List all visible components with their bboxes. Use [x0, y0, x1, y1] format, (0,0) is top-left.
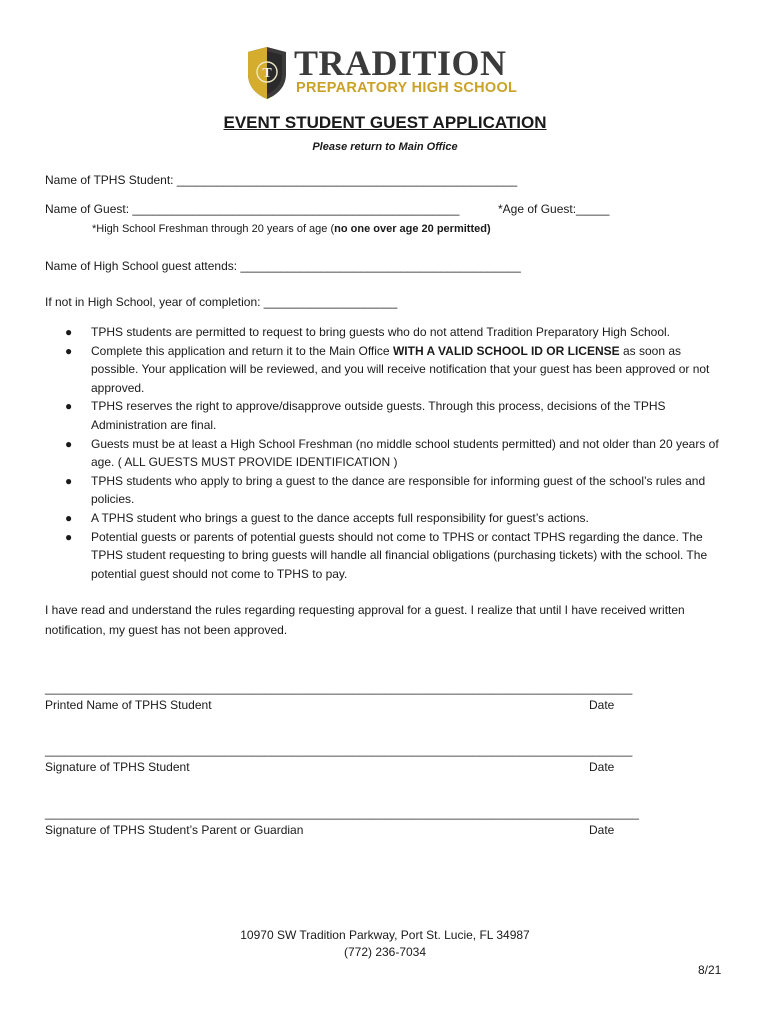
emblem-letter: T: [262, 66, 272, 81]
guest-name-field[interactable]: Name of Guest: _________________________________________________: [45, 202, 460, 216]
bullet-icon: ●: [65, 529, 73, 544]
shield-emblem-icon: [246, 46, 288, 100]
parent-signature-date-label: Date: [589, 823, 615, 837]
footer-address: 10970 SW Tradition Parkway, Port St. Lucie, FL 34987: [240, 928, 530, 942]
student-name-field[interactable]: Name of TPHS Student: ___________________________________________________: [45, 173, 518, 187]
printed-name-label: Printed Name of TPHS Student: [45, 698, 212, 712]
age-note: [92, 222, 491, 237]
form-version: 8/21: [698, 963, 722, 977]
bullet-icon: ●: [65, 325, 73, 339]
list-item: ● Complete this application and return it to the Main Office WITH A VALID SCHOOL ID OR LICENSE as soon as possible. Your application will be reviewed, and you will receive notification that your guest has been approved or not approved.: [65, 343, 710, 395]
guest-age-field[interactable]: *Age of Guest:_____: [498, 202, 610, 216]
acknowledgement-text: I have read and understand the rules regarding requesting approval for a guest. I realize that until I have received written notification, my guest has not been approved.: [45, 603, 685, 637]
list-item: ● TPHS students who apply to bring a guest to the dance are responsible for informing guest of the school’s rules and policies.: [65, 473, 706, 507]
printed-name-date-label: Date: [589, 698, 615, 712]
student-signature-date-label: Date: [589, 760, 615, 774]
list-item: ● TPHS reserves the right to approve/disapprove outside guests. Through this process, decisions of the TPHS Administration are final.: [65, 399, 666, 432]
form-subtitle: Please return to Main Office: [312, 141, 458, 153]
bullet-icon: ●: [65, 399, 73, 414]
printed-name-line[interactable]: ________________________________________________________________________________________: [45, 681, 633, 695]
rules-list: [65, 323, 725, 583]
parent-signature-label: Signature of TPHS Student’s Parent or Guardian: [45, 823, 304, 837]
list-item: ● TPHS students are permitted to request to bring guests who do not attend Tradition Preparatory High School.: [65, 323, 725, 342]
logo-title: TRADITION: [294, 43, 507, 83]
guest-school-field[interactable]: Name of High School guest attends: __________________________________________: [45, 259, 521, 273]
form-title: EVENT STUDENT GUEST APPLICATION: [223, 113, 547, 132]
footer-phone: (772) 236-7034: [343, 945, 427, 959]
list-item: ● Potential guests or parents of potential guests should not come to TPHS or contact TPHS regarding the dance. The TPHS student requesting to bring guests will handle all financial obligations (purchasing tickets) with the school. The potential guest should not come to TPHS to pay.: [65, 529, 708, 581]
age-note-bold: no one over age 20 permitted): [334, 223, 491, 235]
parent-signature-line[interactable]: _________________________________________________________________________________________: [45, 806, 639, 820]
student-signature-label: Signature of TPHS Student: [45, 760, 190, 774]
bullet-icon: ●: [65, 510, 73, 525]
bullet-icon: ●: [65, 343, 73, 358]
age-note-text: *High School Freshman through 20 years of age (: [92, 223, 335, 235]
list-item: ● Guests must be at least a High School Freshman (no middle school students permitted) and not older than 20 years of age. ( ALL GUESTS MUST PROVIDE IDENTIFICATION ): [65, 436, 719, 470]
completion-year-field[interactable]: If not in High School, year of completion: ____________________: [45, 295, 398, 309]
student-signature-line[interactable]: ________________________________________________________________________________________: [45, 743, 633, 757]
bullet-icon: ●: [65, 473, 73, 488]
bullet-icon: ●: [65, 436, 73, 451]
school-logo: [246, 44, 526, 100]
logo-subtitle: PREPARATORY HIGH SCHOOL: [296, 80, 518, 96]
list-item: ● A TPHS student who brings a guest to the dance accepts full responsibility for guest’s actions.: [65, 509, 725, 528]
